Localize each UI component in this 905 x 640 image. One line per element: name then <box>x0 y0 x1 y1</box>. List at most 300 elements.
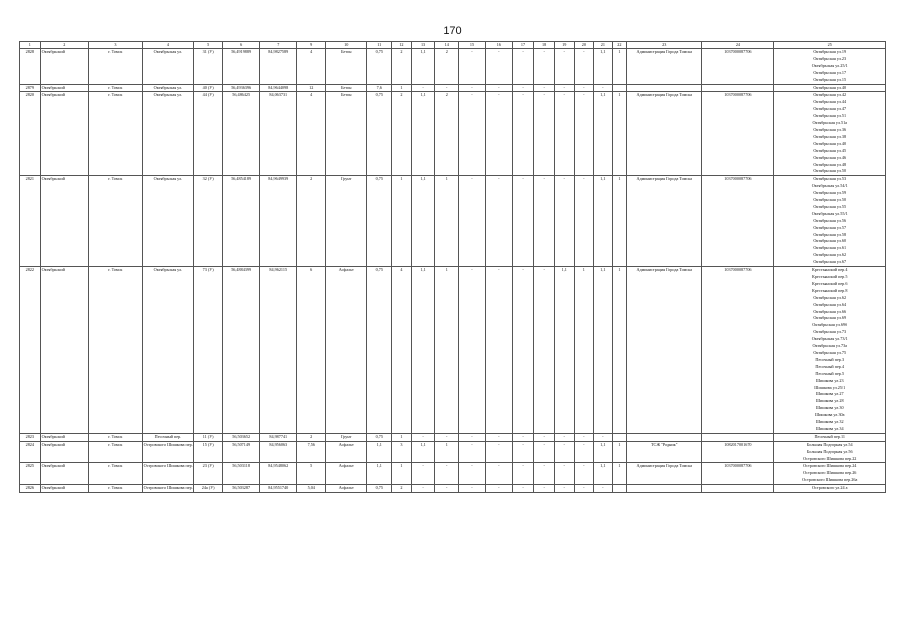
street-cell: Островского Шишкова пер. <box>142 485 194 493</box>
column-number-header-row <box>20 42 886 49</box>
value-cell: - <box>574 84 594 92</box>
column-number-cell: 15 <box>459 42 486 49</box>
value-cell: - <box>485 176 512 267</box>
length-cell: 24а (У) <box>194 485 223 493</box>
district-cell: Октябрьский <box>40 441 88 463</box>
value-cell: 1,1 <box>594 49 613 85</box>
address-line: Октябрьская ул.73а <box>812 343 848 349</box>
value-cell: - <box>512 176 534 267</box>
longitude-cell: 84,9827589 <box>260 49 297 85</box>
value-cell: - <box>534 267 555 434</box>
width-cell: 5,04 <box>297 485 326 493</box>
value-cell: - <box>554 176 574 267</box>
latitude-cell: 56,507149 <box>223 441 260 463</box>
value-cell: - <box>534 441 555 463</box>
address-line: Октябрьская ул.50 <box>813 197 847 203</box>
addresses-cell <box>774 463 886 485</box>
value-cell: - <box>459 92 486 176</box>
width-cell: 12 <box>297 84 326 92</box>
value-cell: 3 <box>392 441 412 463</box>
value-cell: 1 <box>392 176 412 267</box>
column-number-cell: 9 <box>297 42 326 49</box>
row-number-cell: 2825 <box>20 463 41 485</box>
value-cell: 1 <box>612 176 626 267</box>
value-cell: 4 <box>392 267 412 434</box>
table-row <box>20 176 886 267</box>
address-line: Октябрьская ул.61 <box>813 245 847 251</box>
value-cell: 1 <box>612 463 626 485</box>
surface-cell: Асфальт <box>326 485 367 493</box>
column-number-cell: 14 <box>435 42 459 49</box>
column-number-cell: 23 <box>627 42 702 49</box>
owner-cell <box>627 485 702 493</box>
row-number-cell: 2824 <box>20 441 41 463</box>
value-cell: 1,1 <box>594 92 613 176</box>
value-cell: - <box>485 463 512 485</box>
address-line: Шишкова ул.23 <box>815 377 844 383</box>
value-cell: - <box>411 485 435 493</box>
value-cell: - <box>435 485 459 493</box>
length-cell: 15 (У) <box>194 441 223 463</box>
column-number-cell: 16 <box>485 42 512 49</box>
length-cell: 40 (У) <box>194 84 223 92</box>
longitude-cell: 84,9644098 <box>260 84 297 92</box>
value-cell: - <box>485 441 512 463</box>
value-cell: - <box>485 433 512 441</box>
column-number-cell: 17 <box>512 42 534 49</box>
column-number-cell: 11 <box>367 42 392 49</box>
surface-cell: Бетон <box>326 84 367 92</box>
owner-cell: ТСЖ "Родник" <box>627 441 702 463</box>
address-line: Шишкова ул.27 <box>815 391 844 397</box>
street-cell: Песочный пер. <box>142 433 194 441</box>
table-row <box>20 267 886 434</box>
table-row <box>20 92 886 176</box>
value-cell: - <box>554 441 574 463</box>
address-line: Октябрьская ул.66 <box>813 308 847 314</box>
registry-table <box>19 41 886 493</box>
value-cell: 2 <box>392 485 412 493</box>
latitude-cell: 56,503652 <box>223 433 260 441</box>
width-cell: 2 <box>297 176 326 267</box>
value-cell: 1,1 <box>411 49 435 85</box>
address-line: Крестьянский пер.6 <box>812 280 848 286</box>
address-line: Октябрьская ул.53 <box>813 176 847 182</box>
surface-cell: Асфальт <box>326 441 367 463</box>
address-line: Песочный пер.5 <box>815 370 845 376</box>
width-cell: 6 <box>297 267 326 434</box>
ogrn-cell: 1037000087706 <box>702 49 774 85</box>
value-cell: 1,1 <box>367 441 392 463</box>
value-cell: - <box>554 84 574 92</box>
address-line: Октябрьская ул.62 <box>813 294 847 300</box>
ogrn-cell: 1037000087706 <box>702 463 774 485</box>
address-line: Октябрьская ул.40 <box>813 140 847 146</box>
address-line: Шишкова ул.34 <box>815 425 844 431</box>
value-cell: 1,1 <box>594 463 613 485</box>
width-cell: 4 <box>297 92 326 176</box>
address-line: Островского Шишкова пер.26 <box>803 470 857 476</box>
value-cell: - <box>534 176 555 267</box>
address-line: Октябрьская ул.42 <box>813 92 847 98</box>
length-cell: 44 (У) <box>194 92 223 176</box>
surface-cell: Грунт <box>326 433 367 441</box>
owner-cell: Администрация Города Томска <box>627 267 702 434</box>
value-cell: 1 <box>612 267 626 434</box>
value-cell: - <box>512 441 534 463</box>
value-cell: - <box>512 267 534 434</box>
value-cell: 1 <box>612 92 626 176</box>
row-number-cell: 2828 <box>20 49 41 85</box>
address-line: Большая Подгорная ул.56 <box>806 448 853 454</box>
value-cell: - <box>485 92 512 176</box>
column-number-cell: 6 <box>223 42 260 49</box>
value-cell: 1 <box>612 49 626 85</box>
value-cell: - <box>485 485 512 493</box>
table-row <box>20 485 886 493</box>
address-line: Островского Шишкова пер.24 <box>803 463 857 469</box>
value-cell: - <box>512 92 534 176</box>
address-line: Октябрьская ул.69 <box>813 315 847 321</box>
value-cell: - <box>459 485 486 493</box>
address-line: Октябрьская ул.46 <box>813 154 847 160</box>
ogrn-cell <box>702 485 774 493</box>
value-cell <box>612 84 626 92</box>
value-cell: 1 <box>435 441 459 463</box>
address-line: Октябрьская ул.59 <box>813 190 847 196</box>
latitude-cell: 56,4884399 <box>223 267 260 434</box>
address-line: Октябрьская ул.23 <box>813 55 847 61</box>
value-cell: 2 <box>392 92 412 176</box>
district-cell: Октябрьский <box>40 485 88 493</box>
column-number-cell: 12 <box>392 42 412 49</box>
column-number-cell: 20 <box>574 42 594 49</box>
value-cell: - <box>512 433 534 441</box>
latitude-cell: 56,4854189 <box>223 176 260 267</box>
value-cell: 0,75 <box>367 433 392 441</box>
value-cell: 1,1 <box>594 267 613 434</box>
value-cell: - <box>459 84 486 92</box>
address-line: Октябрьская ул.48 <box>813 161 847 167</box>
address-line: Шишкова ул.30а <box>814 412 845 418</box>
value-cell: - <box>459 433 486 441</box>
value-cell: - <box>411 463 435 485</box>
latitude-cell: 56,503287 <box>223 485 260 493</box>
owner-cell: Администрация Города Томска <box>627 463 702 485</box>
address-line: Октябрьская ул.47 <box>813 106 847 112</box>
value-cell: - <box>485 49 512 85</box>
street-cell: Октябрьская ул. <box>142 92 194 176</box>
latitude-cell: 56,503118 <box>223 463 260 485</box>
value-cell: 0,75 <box>367 176 392 267</box>
value-cell: - <box>459 267 486 434</box>
city-cell: г. Томск <box>89 463 143 485</box>
address-line: Октябрьская ул.40 <box>813 84 847 90</box>
address-line: Октябрьская ул.44 <box>813 99 847 105</box>
street-cell: Островского Шишкова пер. <box>142 441 194 463</box>
address-line: Песочный пер.4 <box>815 363 845 369</box>
owner-cell: Администрация Города Томска <box>627 49 702 85</box>
street-cell: Островского Шишкова пер. <box>142 463 194 485</box>
value-cell: - <box>574 441 594 463</box>
value-cell: 1 <box>392 433 412 441</box>
column-number-cell: 5 <box>194 42 223 49</box>
value-cell: - <box>554 463 574 485</box>
address-line: Октябрьская ул.17 <box>813 69 847 75</box>
row-number-cell: 2821 <box>20 176 41 267</box>
longitude-cell: 84,962115 <box>260 267 297 434</box>
city-cell: г. Томск <box>89 433 143 441</box>
column-number-cell: 2 <box>40 42 88 49</box>
page-number: 170 <box>443 25 462 37</box>
district-cell: Октябрьский <box>40 176 88 267</box>
addresses-cell <box>774 176 886 267</box>
value-cell: - <box>554 92 574 176</box>
address-line: Октябрьская ул.75 <box>813 349 847 355</box>
value-cell: - <box>594 433 613 441</box>
address-line: Шишкова ул.30 <box>815 405 844 411</box>
ogrn-cell: 1037000087706 <box>702 176 774 267</box>
length-cell: 23 (У) <box>194 463 223 485</box>
surface-cell: Асфальт <box>326 463 367 485</box>
addresses-cell <box>774 49 886 85</box>
owner-cell: Администрация Города Томска <box>627 92 702 176</box>
value-cell: 0,75 <box>367 92 392 176</box>
width-cell: 7,56 <box>297 441 326 463</box>
address-line: Крестьянский пер.4 <box>812 267 848 273</box>
address-line: Октябрьская ул.54/1 <box>811 183 848 189</box>
value-cell: 1,1 <box>367 463 392 485</box>
address-line: Крестьянский пер.5 <box>812 274 848 279</box>
value-cell: - <box>534 49 555 85</box>
longitude-cell: 84,956063 <box>260 441 297 463</box>
value-cell: 1 <box>612 441 626 463</box>
address-line: Островского Шишкова пер.22 <box>803 455 857 461</box>
value-cell: 1,1 <box>554 267 574 434</box>
column-number-cell: 19 <box>554 42 574 49</box>
longitude-cell: 84,9551740 <box>260 485 297 493</box>
owner-cell <box>627 84 702 92</box>
address-line: Октябрьская ул.25/1 <box>811 62 848 68</box>
table-row <box>20 463 886 485</box>
value-cell: - <box>574 463 594 485</box>
row-number-cell: 2822 <box>20 267 41 434</box>
city-cell: г. Томск <box>89 441 143 463</box>
value-cell <box>612 433 626 441</box>
value-cell: 1,1 <box>411 176 435 267</box>
address-line: Шишкова ул.32 <box>815 419 844 425</box>
row-number-cell: 2826 <box>20 485 41 493</box>
city-cell: г. Томск <box>89 92 143 176</box>
value-cell: 1 <box>392 463 412 485</box>
district-cell: Октябрьский <box>40 433 88 441</box>
address-line: Октябрьская ул.51 <box>813 113 847 119</box>
district-cell: Октябрьский <box>40 84 88 92</box>
address-line: Октябрьская ул.19 <box>813 49 847 54</box>
value-cell: - <box>512 49 534 85</box>
surface-cell: Асфальт <box>326 267 367 434</box>
row-number-cell: 2820 <box>20 92 41 176</box>
value-cell: - <box>485 267 512 434</box>
district-cell: Октябрьский <box>40 49 88 85</box>
surface-cell: Бетон <box>326 49 367 85</box>
address-line: Островского Шишкова пер.26а <box>802 477 858 483</box>
value-cell: - <box>411 433 435 441</box>
address-line: Октябрьская ул.51а <box>812 120 848 126</box>
value-cell: 0,75 <box>367 267 392 434</box>
value-cell: 1,1 <box>411 267 435 434</box>
table-body <box>20 42 886 493</box>
value-cell: 1,1 <box>594 441 613 463</box>
address-line: Песочный пер.11 <box>814 433 846 439</box>
addresses-cell <box>774 485 886 493</box>
value-cell: - <box>534 485 555 493</box>
address-line: Октябрьская ул.36 <box>813 126 847 132</box>
column-number-cell: 1 <box>20 42 41 49</box>
column-number-cell: 24 <box>702 42 774 49</box>
table-row <box>20 49 886 85</box>
width-cell: 5 <box>297 463 326 485</box>
street-cell: Октябрьская ул. <box>142 84 194 92</box>
longitude-cell: 84,9548062 <box>260 463 297 485</box>
value-cell: - <box>512 84 534 92</box>
address-line: Октябрьская ул.56 <box>813 217 847 223</box>
address-line: Октябрьская ул.15 <box>813 76 847 82</box>
value-cell: 1,1 <box>411 441 435 463</box>
city-cell: г. Томск <box>89 176 143 267</box>
length-cell: 73 (У) <box>194 267 223 434</box>
value-cell: - <box>435 463 459 485</box>
address-line: Шишкова ул.25/1 <box>814 384 846 390</box>
addresses-cell <box>774 92 886 176</box>
column-number-cell: 13 <box>411 42 435 49</box>
district-cell: Октябрьский <box>40 267 88 434</box>
address-line: Октябрьская ул.55 <box>813 203 847 209</box>
value-cell: - <box>512 485 534 493</box>
street-cell: Октябрьская ул. <box>142 49 194 85</box>
ogrn-cell: 1037000087706 <box>702 267 774 434</box>
addresses-cell <box>774 84 886 92</box>
value-cell: 1 <box>435 176 459 267</box>
address-line: Октябрьская ул.64 <box>813 301 847 307</box>
value-cell: - <box>594 485 613 493</box>
owner-cell <box>627 433 702 441</box>
value-cell: - <box>459 441 486 463</box>
column-number-cell: 7 <box>260 42 297 49</box>
address-line: Шишкова ул.28 <box>815 398 844 404</box>
table-row <box>20 441 886 463</box>
address-line: Октябрьская ул.58 <box>813 231 847 237</box>
length-cell: 11 (У) <box>194 433 223 441</box>
street-cell: Октябрьская ул. <box>142 176 194 267</box>
district-cell: Октябрьский <box>40 463 88 485</box>
city-cell: г. Томск <box>89 485 143 493</box>
city-cell: г. Томск <box>89 267 143 434</box>
value-cell: 1,1 <box>411 92 435 176</box>
column-number-cell: 18 <box>534 42 555 49</box>
address-line: Октябрьская ул.50 <box>813 168 847 174</box>
address-line: Островского ул.24 а <box>811 485 848 491</box>
table-row <box>20 84 886 92</box>
latitude-cell: 56,4936396 <box>223 84 260 92</box>
address-line: Октябрьская ул.73 <box>813 329 847 335</box>
value-cell: - <box>574 92 594 176</box>
address-line: Октябрьская ул.67 <box>813 259 847 265</box>
latitude-cell: 56,4919889 <box>223 49 260 85</box>
value-cell: 1 <box>435 267 459 434</box>
column-number-cell: 4 <box>142 42 194 49</box>
value-cell: - <box>512 463 534 485</box>
value-cell: - <box>459 463 486 485</box>
value-cell: - <box>435 433 459 441</box>
address-line: Октябрьская ул.57 <box>813 224 847 230</box>
latitude-cell: 56,486425 <box>223 92 260 176</box>
longitude-cell: 84,9649939 <box>260 176 297 267</box>
address-line: Октябрьская ул.62 <box>813 252 847 258</box>
value-cell: - <box>574 433 594 441</box>
value-cell: - <box>459 49 486 85</box>
ogrn-cell: 1037000087706 <box>702 92 774 176</box>
column-number-cell: 21 <box>594 42 613 49</box>
addresses-cell <box>774 433 886 441</box>
width-cell: 2 <box>297 433 326 441</box>
address-line: Октябрьская ул.73/1 <box>811 336 848 342</box>
value-cell: - <box>574 485 594 493</box>
longitude-cell: 84,063731 <box>260 92 297 176</box>
value-cell: 0,75 <box>367 485 392 493</box>
street-cell: Октябрьская ул. <box>142 267 194 434</box>
city-cell: г. Томск <box>89 84 143 92</box>
address-line: Крестьянский пер.8 <box>812 287 848 293</box>
value-cell: - <box>534 433 555 441</box>
value-cell: 7,6 <box>367 84 392 92</box>
length-cell: 31 (У) <box>194 49 223 85</box>
address-line: Октябрьская ул.69б <box>812 322 848 328</box>
row-number-cell: 2879 <box>20 84 41 92</box>
row-number-cell: 2823 <box>20 433 41 441</box>
value-cell: - <box>411 84 435 92</box>
ogrn-cell <box>702 433 774 441</box>
column-number-cell: 10 <box>326 42 367 49</box>
value-cell: - <box>534 463 555 485</box>
value-cell: 1 <box>574 267 594 434</box>
ogrn-cell: 1082017001670 <box>702 441 774 463</box>
value-cell: - <box>594 84 613 92</box>
value-cell: - <box>435 84 459 92</box>
width-cell: 4 <box>297 49 326 85</box>
length-cell: 32 (У) <box>194 176 223 267</box>
address-line: Октябрьская ул.38 <box>813 133 847 139</box>
value-cell: - <box>534 84 555 92</box>
value-cell: - <box>554 485 574 493</box>
value-cell: - <box>574 49 594 85</box>
surface-cell: Грунт <box>326 176 367 267</box>
value-cell: 1,1 <box>594 176 613 267</box>
address-line: Большая Подгорная ул.54 <box>806 441 853 447</box>
column-number-cell: 25 <box>774 42 886 49</box>
address-line: Октябрьская ул.45 <box>813 147 847 153</box>
surface-cell: Бетон <box>326 92 367 176</box>
ogrn-cell <box>702 84 774 92</box>
value-cell <box>612 485 626 493</box>
column-number-cell: 3 <box>89 42 143 49</box>
longitude-cell: 84,987741 <box>260 433 297 441</box>
value-cell: - <box>459 176 486 267</box>
column-number-cell: 22 <box>612 42 626 49</box>
value-cell: - <box>574 176 594 267</box>
owner-cell: Администрация Города Томска <box>627 176 702 267</box>
value-cell: 2 <box>435 92 459 176</box>
